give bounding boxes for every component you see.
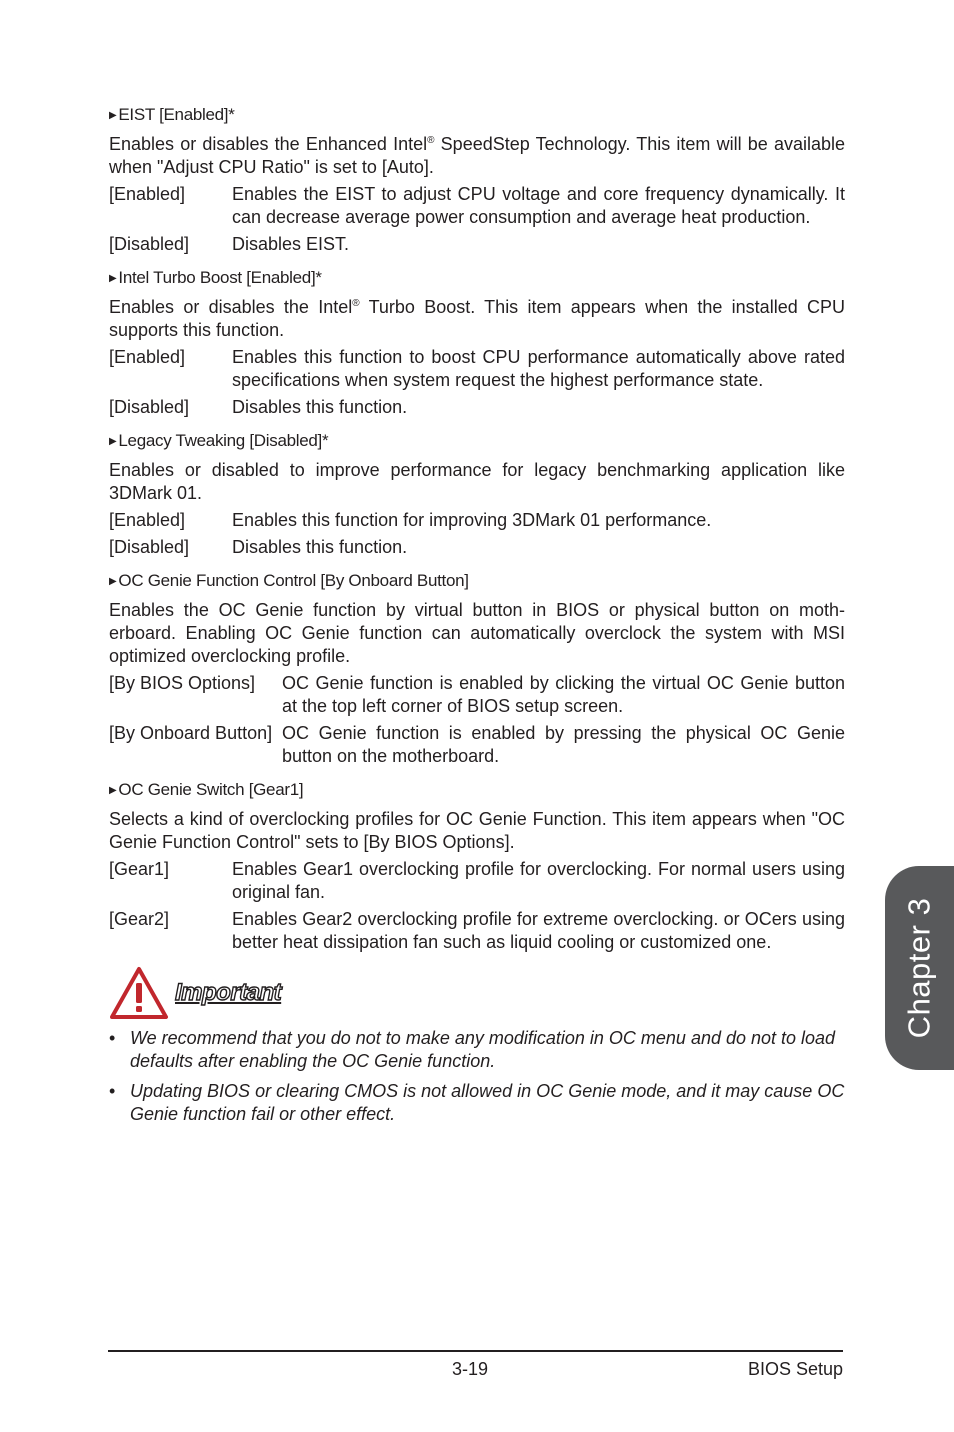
- option-value: Enables this function to boost CPU performance automatically above rated specifications when system request the highest performance state.: [232, 347, 845, 390]
- section-heading: [109, 430, 845, 453]
- bullet: •: [109, 1028, 116, 1048]
- option-key: [Enabled]: [109, 184, 186, 204]
- option-row: [109, 722, 845, 768]
- warning-triangle-icon: [109, 966, 169, 1020]
- section-eist: [109, 104, 845, 256]
- option-value: OC Genie function is enabled by clicking the virtual OC Genie button at the top left corner of BIOS setup screen.: [282, 673, 845, 716]
- list-item: [109, 1027, 845, 1073]
- option-value: Disables this function.: [232, 397, 408, 417]
- option-row: [109, 536, 845, 559]
- important-header: [109, 965, 845, 1021]
- footer-divider: [108, 1350, 843, 1352]
- chapter-label: Chapter 3: [901, 897, 937, 1039]
- option-key: [Disabled]: [109, 537, 190, 557]
- option-value: OC Genie function is enabled by pressing the physical OC Genie button on the motherboard.: [282, 723, 845, 766]
- option-key: [Disabled]: [109, 234, 190, 254]
- section-title: OC Genie Function Control [By Onboard Button]: [118, 571, 469, 590]
- arrow-right-icon: ▶: [109, 785, 117, 796]
- section-title: EIST [Enabled]*: [118, 105, 235, 124]
- arrow-right-icon: ▶: [109, 273, 117, 284]
- bullet: •: [109, 1081, 116, 1101]
- list-item: [109, 1080, 845, 1126]
- page-content: [109, 104, 845, 1133]
- section-description: Enables or disables the Intel® Turbo Boost. This item appears when the installed CPU supports this function.: [109, 297, 845, 340]
- section-description: Selects a kind of overclocking profiles for OC Genie Function. This item appears when "OC Genie Function Control" sets to [By BIOS Options].: [109, 809, 845, 852]
- option-row: [109, 858, 845, 904]
- option-value: Disables EIST.: [232, 234, 350, 254]
- option-row: [109, 346, 845, 392]
- option-value: Disables this function.: [232, 537, 408, 557]
- option-row: [109, 396, 845, 419]
- option-row: [109, 509, 845, 532]
- section-description: Enables the OC Genie function by virtual button in BIOS or physical button on moth-erboard. Enabling OC Genie function can automatically overclock the system with MSI optimized overclocking profile.: [109, 600, 845, 666]
- chapter-tab: [885, 866, 954, 1070]
- arrow-right-icon: ▶: [109, 436, 117, 447]
- section-oc-genie-switch: [109, 779, 845, 954]
- option-key: [Disabled]: [109, 397, 190, 417]
- section-heading: [109, 779, 845, 802]
- section-title: Intel Turbo Boost [Enabled]*: [118, 268, 322, 287]
- arrow-right-icon: ▶: [109, 110, 117, 121]
- option-row: [109, 183, 845, 229]
- arrow-right-icon: ▶: [109, 576, 117, 587]
- option-key: [By Onboard Button]: [109, 723, 273, 743]
- section-description: Enables or disables the Enhanced Intel® SpeedStep Technology. This item will be available when "Adjust CPU Ratio" is set to [Auto].: [109, 134, 845, 177]
- note-text: We recommend that you do not to make any modification in OC menu and do not to load defaults after enabling the OC Genie function.: [130, 1028, 836, 1071]
- option-row: [109, 908, 845, 954]
- important-label: Important: [175, 979, 282, 1006]
- registered-mark: ®: [427, 135, 435, 146]
- page-number: 3-19: [452, 1359, 489, 1379]
- option-value: Enables Gear2 overclocking profile for extreme overclocking. or OCers using better heat dissipation fan such as liquid cooling or customized one.: [232, 909, 845, 952]
- section-description: Enables or disabled to improve performance for legacy benchmarking application like 3DMark 01.: [109, 460, 845, 503]
- option-key: [Gear2]: [109, 909, 170, 929]
- registered-mark: ®: [352, 298, 360, 309]
- option-key: [By BIOS Options]: [109, 673, 256, 693]
- option-value: Enables Gear1 overclocking profile for overclocking. For normal users using original fan.: [232, 859, 845, 902]
- option-row: [109, 672, 845, 718]
- option-key: [Gear1]: [109, 859, 170, 879]
- footer-section-title: BIOS Setup: [747, 1359, 843, 1379]
- note-text: Updating BIOS or clearing CMOS is not allowed in OC Genie mode, and it may cause OC Genie function fail or other effect.: [130, 1081, 845, 1124]
- section-title: OC Genie Switch [Gear1]: [118, 780, 304, 799]
- section-oc-genie-function-control: [109, 570, 845, 768]
- section-heading: [109, 570, 845, 593]
- important-notes: [109, 1027, 845, 1126]
- section-heading: [109, 267, 845, 290]
- option-value: Enables this function for improving 3DMark 01 performance.: [232, 510, 712, 530]
- option-key: [Enabled]: [109, 347, 186, 367]
- section-heading: [109, 104, 845, 127]
- section-legacy-tweaking: [109, 430, 845, 559]
- option-key: [Enabled]: [109, 510, 186, 530]
- option-row: [109, 233, 845, 256]
- option-value: Enables the EIST to adjust CPU voltage and core frequency dynamically. It can decrease average power consumption and average heat production.: [232, 184, 845, 227]
- section-intel-turbo-boost: [109, 267, 845, 419]
- section-title: Legacy Tweaking [Disabled]*: [118, 431, 329, 450]
